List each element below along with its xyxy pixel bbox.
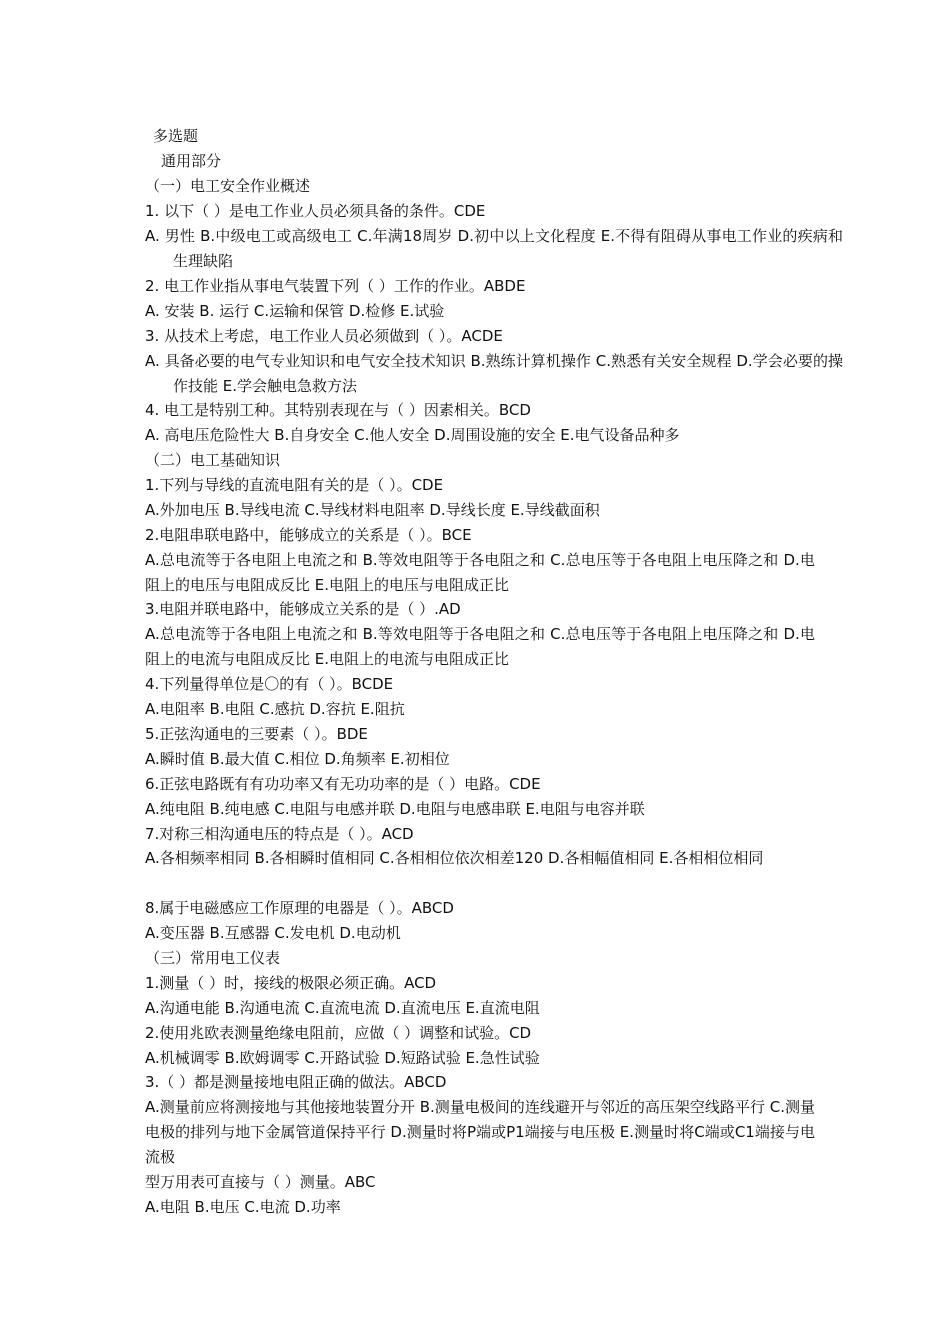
options: A.沟通电能 B.沟通电流 C.直流电流 D.直流电压 E.直流电阻 [145,999,540,1017]
options: A.纯电阻 B.纯电感 C.电阻与电感并联 D.电阻与电感串联 E.电阻与电容并联 [145,800,645,818]
subsection-heading: （一）电工安全作业概述 [145,177,311,195]
options: A. 高电压危险性大 B.自身安全 C.他人安全 D.周围设施的安全 E.电气设备品种多 [145,426,680,444]
options: A.瞬时值 B.最大值 C.相位 D.角频率 E.初相位 [145,750,450,768]
options: A.总电流等于各电阻上电流之和 B.等效电阻等于各电阻之和 C.总电压等于各电阻上电压降之和 D.电阻上的电流与电阻成反比 E.电阻上的电流与电阻成正比 [145,625,815,668]
options: A.电阻率 B.电阻 C.感抗 D.容抗 E.阻抗 [145,700,405,718]
question: 4.下列量得单位是〇的有（ ）。BCDE [145,675,394,693]
options: A.电阻 B.电压 C.电流 D.功率 [145,1198,341,1216]
question: 2.使用兆欧表测量绝缘电阻前，应做（ ）调整和试验。CD [145,1024,532,1042]
options: A. 安装 B. 运行 C.运输和保管 D.检修 E.试验 [145,302,445,320]
question: 8.属于电磁感应工作原理的电器是（ ）。ABCD [145,899,454,917]
question: 2. 电工作业指从事电气装置下列（ ）工作的作业。ABDE [145,277,526,295]
subsection-heading: （二）电工基础知识 [145,451,281,469]
question: 1. 以下（ ）是电工作业人员必须具备的条件。CDE [145,202,486,220]
question: 型万用表可直接与（ ）测量。ABC [145,1173,376,1191]
question: 3. 从技术上考虑，电工作业人员必须做到（ ）。ACDE [145,327,503,345]
question: 4. 电工是特别工种。其特别表现在与（ ）因素相关。BCD [145,401,531,419]
options: A. 具备必要的电气专业知识和电气安全技术知识 B.熟练计算机操作 C.熟悉有关安全规程 D.学会必要的操作技能 E.学会触电急救方法 [145,352,843,395]
options: A.总电流等于各电阻上电流之和 B.等效电阻等于各电阻之和 C.总电压等于各电阻上电压降之和 D.电阻上的电压与电阻成反比 E.电阻上的电压与电阻成正比 [145,551,815,594]
section-heading: 通用部分 [161,152,222,170]
subsection-heading: （三）常用电工仪表 [145,949,281,967]
question: 6.正弦电路既有有功功率又有无功功率的是（ ）电路。CDE [145,775,541,793]
options: A.各相频率相同 B.各相瞬时值相同 C.各相相位依次相差120 D.各相幅值相同 E.各相相位相同 [145,849,764,867]
question: 7.对称三相沟通电压的特点是（ ）。ACD [145,825,414,843]
question: 3.（ ）都是测量接地电阻正确的做法。ABCD [145,1073,447,1091]
question: 1.下列与导线的直流电阻有关的是（ ）。CDE [145,476,444,494]
question: 5.正弦沟通电的三要素（ ）。BDE [145,725,368,743]
options: A.机械调零 B.欧姆调零 C.开路试验 D.短路试验 E.急性试验 [145,1049,540,1067]
question: 3.电阻并联电路中，能够成立关系的是（ ）.AD [145,600,461,618]
options: A.变压器 B.互感器 C.发电机 D.电动机 [145,924,401,942]
question: 2.电阻串联电路中，能够成立的关系是（ ）。BCE [145,526,472,544]
options: A. 男性 B.中级电工或高级电工 C.年满18周岁 D.初中以上文化程度 E.不得有阻碍从事电工作业的疾病和生理缺陷 [145,227,843,270]
options: A.测量前应将测接地与其他接地装置分开 B.测量电极间的连线避开与邻近的高压架空线路平行 C.测量电极的排列与地下金属管道保持平行 D.测量时将P端或P1端接与电压极 E.测量时将C端或C1端接与电流极 [145,1098,815,1166]
question: 1.测量（ ）时，接线的极限必须正确。ACD [145,974,437,992]
options: A.外加电压 B.导线电流 C.导线材料电阻率 D.导线长度 E.导线截面积 [145,501,600,519]
doc-title: 多选题 [153,127,199,145]
